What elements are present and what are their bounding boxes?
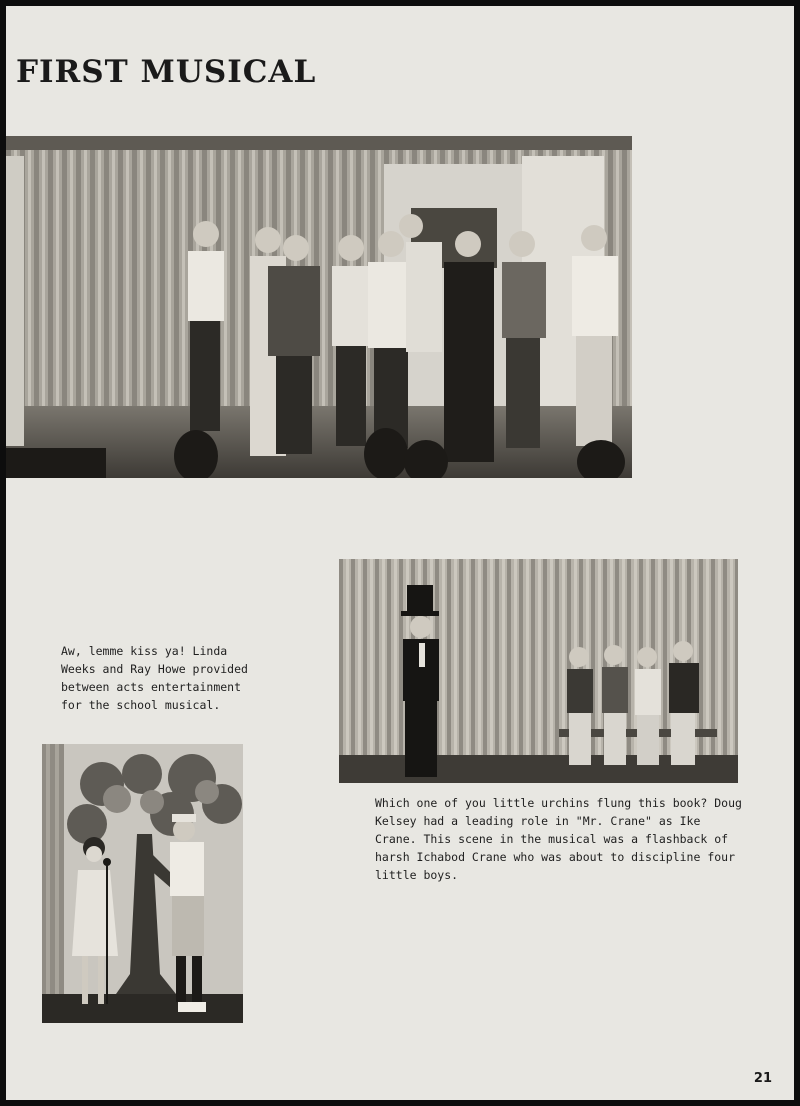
stage-chorus-photo xyxy=(6,136,632,478)
yearbook-page xyxy=(6,6,794,1100)
crane-scene-photo xyxy=(339,559,738,783)
kiss-caption: Aw, lemme kiss ya! Linda Weeks and Ray Howe provided between acts entertainment for the school musical. xyxy=(61,644,248,712)
page-title: FIRST MUSICAL xyxy=(16,54,317,90)
kiss-scene-photo xyxy=(42,744,243,1023)
page-number: 21 xyxy=(753,1071,772,1086)
crane-caption: Which one of you little urchins flung this book? Doug Kelsey had a leading role in "Mr. Crane" as Ike Crane. This scene in the musical was a flashback of harsh Ichabod Crane who was about to discipline four little boys. xyxy=(375,796,742,882)
